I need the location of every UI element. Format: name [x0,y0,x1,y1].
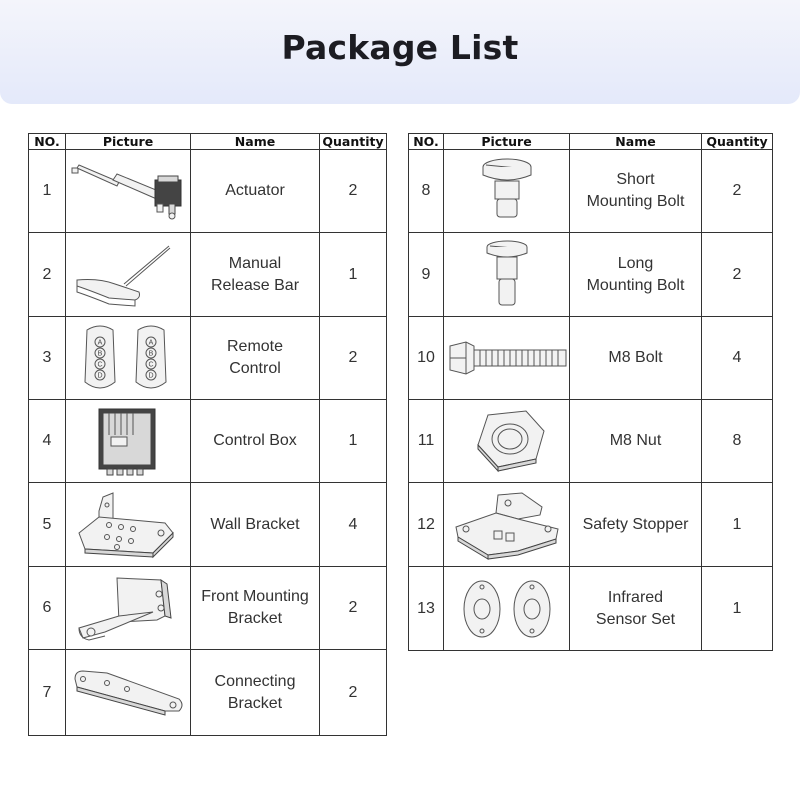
col-header-no: NO. [29,134,66,150]
package-table-right [408,133,773,651]
remote-key-label: C [97,361,103,369]
remote-key-label: D [148,372,154,380]
item-name-line1: Infrared [607,588,664,606]
item-quantity: 2 [702,233,773,317]
item-quantity: 8 [702,400,773,483]
table-row [29,150,387,233]
item-quantity: 2 [320,317,387,400]
col-header-quantity: Quantity [702,134,773,150]
item-name: Actuator [225,182,285,199]
col-header-picture: Picture [66,134,191,150]
item-name: M8 Nut [609,432,662,449]
item-name: M8 Bolt [608,349,663,366]
control-box-icon [69,405,187,477]
item-name: Control Box [213,432,297,449]
item-quantity: 1 [320,400,387,483]
item-number: 6 [29,567,66,650]
table-row [409,317,773,400]
col-header-quantity: Quantity [320,134,387,150]
connecting-bracket-icon [69,657,187,729]
item-name-line1: Remote [226,338,284,355]
item-quantity: 4 [702,317,773,400]
item-name: Safety Stopper [582,515,689,533]
table-row [29,567,387,650]
col-header-name: Name [570,134,702,150]
table-row [29,650,387,736]
item-number: 12 [409,483,444,567]
item-quantity: 2 [320,150,387,233]
col-header-no: NO. [409,134,444,150]
item-quantity: 2 [320,567,387,650]
item-number: 7 [29,650,66,736]
item-name-line1: Short [616,171,655,188]
m8-nut-icon [448,405,566,477]
table-row [29,483,387,567]
item-quantity: 4 [320,483,387,567]
table-row [409,567,773,651]
item-number: 8 [409,150,444,233]
remote-key-label: A [97,339,103,347]
item-number: 13 [409,567,444,651]
table-row [29,233,387,317]
remote-key-label: A [148,339,154,347]
wall-bracket-icon [69,489,187,561]
col-header-picture: Picture [444,134,570,150]
item-name-line1: Front Mounting [201,588,309,605]
remote-key-label: B [148,350,154,358]
item-number: 3 [29,317,66,400]
actuator-icon [69,156,187,226]
item-number: 2 [29,233,66,317]
item-name-line2: Mounting Bolt [586,193,685,210]
long-bolt-icon [448,239,566,311]
table-row [409,233,773,317]
remote-control-icon [69,322,187,394]
safety-stopper-icon [448,489,566,561]
item-name-line1: Connecting [214,672,296,690]
item-quantity: 1 [702,483,773,567]
item-name: Wall Bracket [210,515,300,533]
title-banner [0,0,800,104]
table-row [409,483,773,567]
item-number: 1 [29,150,66,233]
short-bolt-icon [448,155,566,227]
page-title: Package List [281,28,519,67]
package-table-left [28,133,387,736]
item-name-line1: Long [617,254,654,272]
item-name-line2: Release Bar [210,276,300,294]
remote-key-label: B [97,350,103,358]
table-row [29,317,387,400]
item-name-line2: Mounting Bolt [586,276,685,294]
table-row [29,400,387,483]
item-number: 4 [29,400,66,483]
item-name-line2: Bracket [227,610,283,627]
item-name-line2: Sensor Set [595,610,676,628]
col-header-name: Name [191,134,320,150]
item-number: 5 [29,483,66,567]
table-row [409,150,773,233]
remote-key-label: D [97,372,103,380]
infrared-sensor-icon [448,573,566,645]
remote-key-label: C [148,361,154,369]
front-mounting-bracket-icon [69,572,187,644]
item-number: 9 [409,233,444,317]
item-quantity: 1 [702,567,773,651]
table-row [409,400,773,483]
item-quantity: 2 [702,150,773,233]
header-row [409,134,773,150]
item-quantity: 2 [320,650,387,736]
item-quantity: 1 [320,233,387,317]
header-row [29,134,387,150]
m8-bolt-icon [446,338,568,378]
item-name-line1: Manual [228,254,282,272]
release-bar-icon [69,240,187,310]
item-number: 11 [409,400,444,483]
item-name-line2: Bracket [227,694,283,712]
item-name-line2: Control [229,360,281,377]
item-number: 10 [409,317,444,400]
